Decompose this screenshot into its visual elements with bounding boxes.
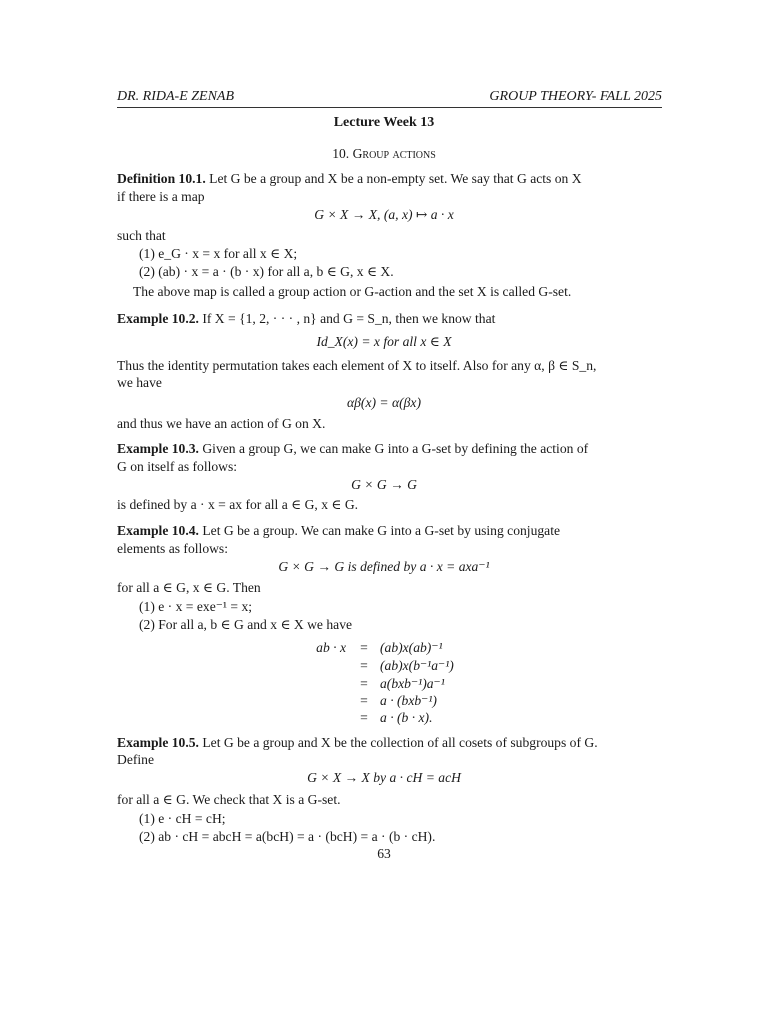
example-10-5-line3: for all a ∈ G. We check that X is a G-set. [117,792,341,807]
example-10-5-item-2: (2) ab · cH = abcH = a(bcH) = a · (bcH) = a · (b · cH). [139,829,436,844]
definition-10-1-line1 [117,171,582,187]
derivation-rhs-3: a(bxb⁻¹)a⁻¹ [380,676,445,691]
definition-10-1-line2: if there is a map [117,189,205,204]
example-10-4-item-2: (2) For all a, b ∈ G and x ∈ X we have [139,617,353,632]
definition-closing: The above map is called a group action or G-action and the set X is called G-set. [133,284,572,299]
header-author: DR. RIDA-E ZENAB [117,89,235,104]
example-10-4-line2: elements as follows: [117,541,228,556]
header-rule [117,107,662,108]
example-10-5-display: G × X → X by a · cH = acH [307,770,461,785]
definition-text-1: Let G be a group and X be a non-empty set. We say that G acts on X [209,171,582,186]
example-10-3-line2: G on itself as follows: [117,459,238,474]
example-10-3-text-1: Given a group G, we can make G into a G-set by defining the action of [202,441,589,456]
definition-item-1: (1) e_G · x = x for all x ∈ X; [139,246,298,261]
derivation-eq-3: = [360,676,368,691]
header-course: GROUP THEORY- FALL 2025 [489,89,662,104]
derivation-rhs-5: a · (b · x). [380,710,433,725]
example-10-3-line1 [117,441,588,457]
example-10-4-line3: for all a ∈ G, x ∈ G. Then [117,580,261,595]
lecture-title: Lecture Week 13 [333,115,435,130]
definition-item-2: (2) (ab) · x = a · (b · x) for all a, b ∈ G, x ∈ X. [139,264,394,279]
definition-label: Definition 10.1. [117,171,206,186]
example-10-2-display-identity: Id_X(x) = x for all x ∈ X [316,334,452,349]
example-10-2-text-1: If X = {1, 2, · · · , n} and G = S_n, then we know that [202,311,496,326]
derivation-eq-2: = [360,658,368,673]
derivation-eq-5: = [360,710,368,725]
derivation-lhs: ab · x [316,640,346,655]
page-number: 63 [377,846,391,861]
example-10-3-label: Example 10.3. [117,441,199,456]
example-10-2-line2: Thus the identity permutation takes each element of X to itself. Also for any α, β ∈ S_n, [117,358,597,373]
example-10-4-text-1: Let G be a group. We can make G into a G-set by using conjugate [202,523,561,538]
definition-such-that: such that [117,228,166,243]
example-10-2-line4: and thus we have an action of G on X. [117,416,326,431]
example-10-5-item-1: (1) e · cH = cH; [139,811,226,826]
example-10-4-item-1: (1) e · x = exe⁻¹ = x; [139,599,253,614]
example-10-2-label: Example 10.2. [117,311,199,326]
derivation-rhs-4: a · (bxb⁻¹) [380,693,437,708]
example-10-4-line1 [117,523,560,539]
example-10-4-display: G × G → G is defined by a · x = axa⁻¹ [278,559,490,574]
example-10-5-label: Example 10.5. [117,735,199,750]
example-10-3-display: G × G → G [351,477,417,492]
derivation-eq-4: = [360,693,368,708]
derivation-rhs-1: (ab)x(ab)⁻¹ [380,640,443,655]
example-10-2-line3: we have [117,375,162,390]
derivation-eq-1: = [360,640,368,655]
example-10-3-line3: is defined by a · x = ax for all a ∈ G, x ∈ G. [117,497,359,512]
example-10-5-line1 [117,735,598,751]
example-10-2-line1 [117,311,495,327]
section-title: 10. Group actions [332,146,436,161]
example-10-2-display-composition: αβ(x) = α(βx) [347,395,421,410]
definition-display-map: G × X → X, (a, x) ↦ a · x [314,207,454,222]
example-10-4-label: Example 10.4. [117,523,199,538]
example-10-5-line2: Define [117,752,154,767]
example-10-5-text-1: Let G be a group and X be the collection of all cosets of subgroups of G. [202,735,598,750]
derivation-rhs-2: (ab)x(b⁻¹a⁻¹) [380,658,454,673]
